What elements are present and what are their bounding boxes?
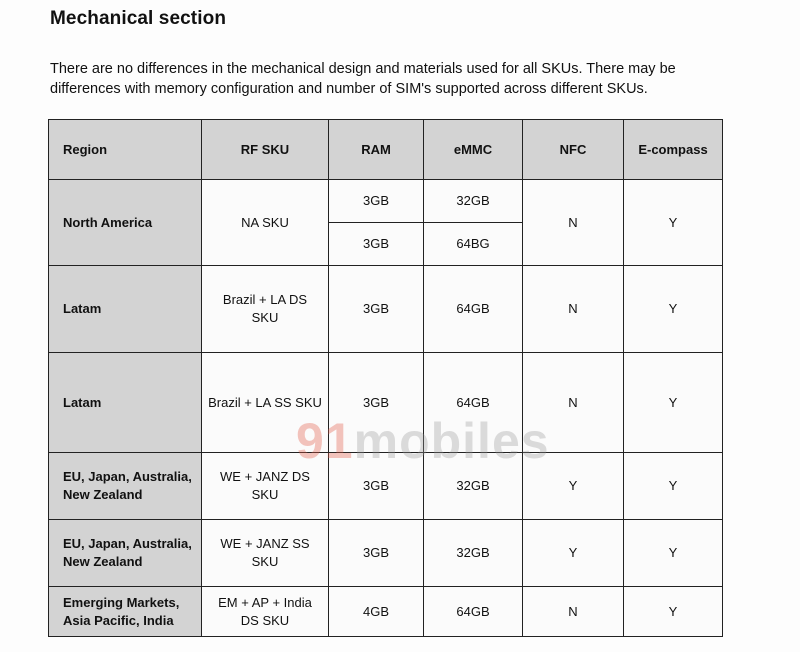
- emmc-cell: 32GB: [424, 180, 523, 223]
- ram-cell: 3GB: [329, 453, 424, 520]
- watermark-number: 91: [296, 413, 354, 469]
- emmc-cell: 64GB: [424, 353, 523, 453]
- emmc-cell: 32GB: [424, 520, 523, 587]
- emmc-cell: 64BG: [424, 223, 523, 266]
- ram-cell: 4GB: [329, 587, 424, 637]
- watermark-text: mobiles: [353, 413, 550, 469]
- nfc-cell: Y: [523, 520, 624, 587]
- ram-cell: 3GB: [329, 180, 424, 223]
- nfc-cell: N: [523, 180, 624, 266]
- region-cell: EU, Japan, Australia, New Zealand: [49, 453, 202, 520]
- nfc-cell: N: [523, 266, 624, 353]
- ram-cell: 3GB: [329, 266, 424, 353]
- table-row: [49, 453, 723, 520]
- intro-paragraph: There are no differences in the mechanical design and materials used for all SKUs. There may be differences with memory configuration and number of SIM's supported across different SKUs.: [50, 61, 676, 97]
- rf-sku-cell: Brazil + LA DS SKU: [202, 266, 329, 353]
- header-ecompass: E-compass: [624, 120, 723, 180]
- header-rf-sku: RF SKU: [202, 120, 329, 180]
- rf-sku-cell: EM + AP + India DS SKU: [202, 587, 329, 637]
- ecompass-cell: Y: [624, 520, 723, 587]
- table-row: [49, 353, 723, 453]
- ram-cell: 3GB: [329, 353, 424, 453]
- region-cell: EU, Japan, Australia, New Zealand: [49, 520, 202, 587]
- emmc-cell: 64GB: [424, 266, 523, 353]
- rf-sku-cell: NA SKU: [202, 180, 329, 266]
- emmc-cell: 32GB: [424, 453, 523, 520]
- rf-sku-cell: WE + JANZ DS SKU: [202, 453, 329, 520]
- table-row: [49, 266, 723, 353]
- region-cell: Latam: [49, 266, 202, 353]
- header-ram: RAM: [329, 120, 424, 180]
- rf-sku-cell: Brazil + LA SS SKU: [202, 353, 329, 453]
- ram-cell: 3GB: [329, 223, 424, 266]
- emmc-cell: 64GB: [424, 587, 523, 637]
- ecompass-cell: Y: [624, 180, 723, 266]
- ram-cell: 3GB: [329, 520, 424, 587]
- ecompass-cell: Y: [624, 353, 723, 453]
- region-cell: Emerging Markets, Asia Pacific, India: [49, 587, 202, 637]
- section-title: Mechanical section: [50, 8, 227, 29]
- ecompass-cell: Y: [624, 453, 723, 520]
- table-row: [49, 520, 723, 587]
- region-cell: North America: [49, 180, 202, 266]
- nfc-cell: N: [523, 587, 624, 637]
- table-row: [49, 587, 723, 637]
- nfc-cell: N: [523, 353, 624, 453]
- sku-spec-table: [48, 119, 723, 637]
- header-nfc: NFC: [523, 120, 624, 180]
- rf-sku-cell: WE + JANZ SS SKU: [202, 520, 329, 587]
- header-emmc: eMMC: [424, 120, 523, 180]
- header-region: Region: [49, 120, 202, 180]
- ecompass-cell: Y: [624, 587, 723, 637]
- region-cell: Latam: [49, 353, 202, 453]
- ecompass-cell: Y: [624, 266, 723, 353]
- table-header-row: [49, 120, 723, 180]
- table-row: [49, 180, 723, 223]
- nfc-cell: Y: [523, 453, 624, 520]
